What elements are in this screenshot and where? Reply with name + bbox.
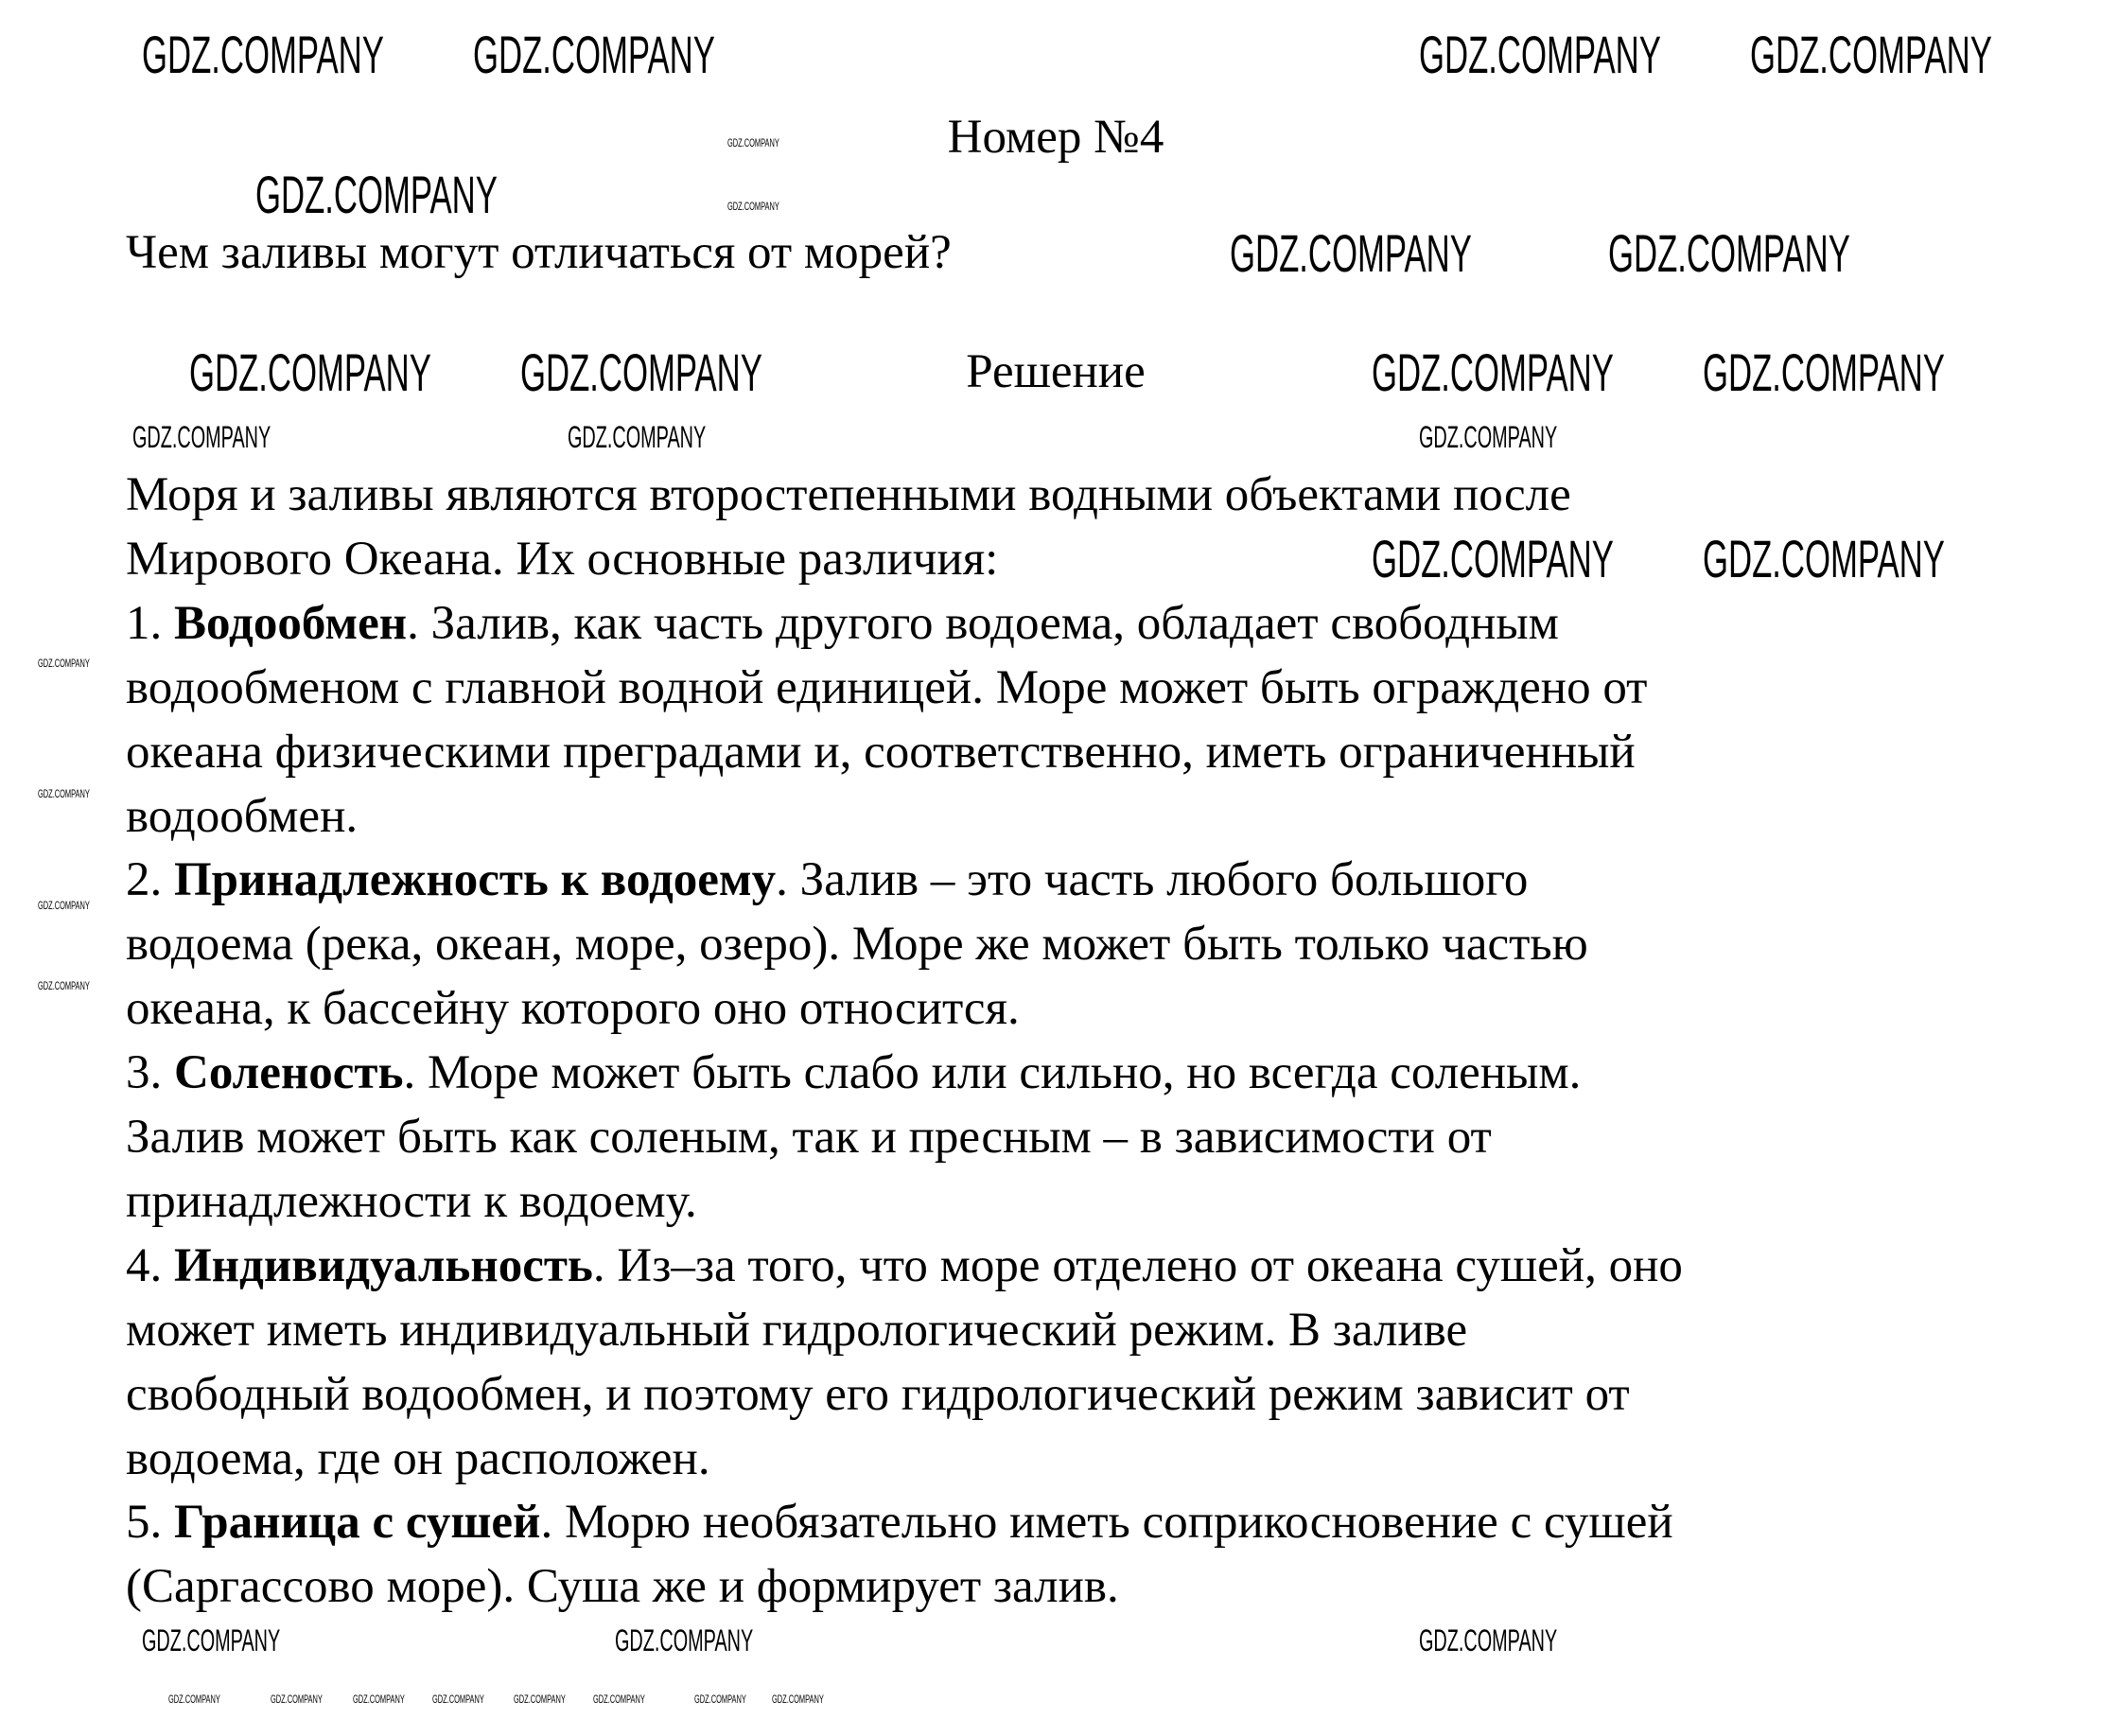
list-item-heading-line	[126, 851, 1528, 908]
solution-heading: Решение	[966, 345, 1146, 398]
line-text: Залив может быть как соленым, так и пресным – в зависимости от	[126, 1111, 1492, 1164]
watermark: GDZ.COMPANY	[1372, 529, 1614, 588]
item-title: Водообмен	[174, 596, 408, 650]
watermark: GDZ.COMPANY	[353, 1692, 405, 1706]
text-line	[126, 1366, 1630, 1423]
list-item-heading-line	[126, 1237, 1683, 1294]
line-text: Мирового Океана. Их основные различия:	[126, 532, 999, 586]
question: Чем заливы могут отличаться от морей?	[126, 226, 952, 279]
watermark: GDZ.COMPANY	[132, 420, 271, 454]
text-line	[126, 659, 1647, 716]
watermark: GDZ.COMPANY	[38, 979, 90, 992]
watermark: GDZ.COMPANY	[142, 25, 384, 84]
watermark: GDZ.COMPANY	[189, 342, 431, 402]
watermark: GDZ.COMPANY	[1703, 342, 1945, 402]
line-text: водообменом с главной водной единицей. Море может быть ограждено от	[126, 660, 1648, 714]
watermark: GDZ.COMPANY	[142, 1623, 281, 1657]
watermark: GDZ.COMPANY	[727, 136, 779, 149]
watermark: GDZ.COMPANY	[772, 1692, 824, 1706]
watermark: GDZ.COMPANY	[514, 1692, 566, 1706]
line-text: океана физическими преградами и, соответственно, иметь ограниченный	[126, 725, 1636, 779]
watermark: GDZ.COMPANY	[255, 165, 498, 224]
text-line	[126, 1173, 697, 1230]
line-text: Моря и заливы являются второстепенными водными объектами после	[126, 468, 1571, 521]
watermark: GDZ.COMPANY	[38, 899, 90, 912]
text-line	[126, 531, 998, 587]
watermark: GDZ.COMPANY	[520, 342, 762, 402]
line-text: . Море может быть слабо или сильно, но всегда соленым.	[403, 1046, 1582, 1100]
line-text: водоема (река, океан, море, озеро). Море же может быть только частью	[126, 918, 1588, 972]
item-number: 4.	[126, 1238, 174, 1292]
text-line	[126, 724, 1636, 780]
watermark: GDZ.COMPANY	[1419, 25, 1661, 84]
item-number: 2.	[126, 853, 174, 907]
watermark: GDZ.COMPANY	[38, 657, 90, 670]
item-title: Соленость	[174, 1046, 404, 1100]
watermark: GDZ.COMPANY	[168, 1692, 220, 1706]
text-line	[126, 1430, 710, 1487]
page-title: Номер №4	[947, 111, 1164, 164]
watermark: GDZ.COMPANY	[1419, 420, 1558, 454]
watermark: GDZ.COMPANY	[38, 787, 90, 800]
watermark: GDZ.COMPANY	[568, 420, 707, 454]
item-title: Индивидуальность	[174, 1238, 593, 1292]
watermark: GDZ.COMPANY	[473, 25, 715, 84]
watermark: GDZ.COMPANY	[1372, 342, 1614, 402]
text-line	[126, 466, 1571, 523]
watermark: GDZ.COMPANY	[727, 200, 779, 213]
line-text: свободный водообмен, и поэтому его гидрологический режим зависит от	[126, 1367, 1630, 1421]
text-line	[126, 916, 1588, 973]
watermark: GDZ.COMPANY	[593, 1692, 645, 1706]
watermark: GDZ.COMPANY	[1608, 223, 1850, 283]
text-line	[126, 788, 358, 845]
list-item-heading-line	[126, 1044, 1581, 1101]
watermark: GDZ.COMPANY	[1419, 1623, 1558, 1657]
line-text: . Залив, как часть другого водоема, обладает свободным	[407, 596, 1559, 650]
line-text: океана, к бассейну которого оно относится.	[126, 982, 1020, 1036]
item-title: Принадлежность к водоему	[174, 853, 777, 907]
item-title: Граница с сушей	[174, 1496, 541, 1550]
text-line	[126, 1109, 1492, 1166]
watermark: GDZ.COMPANY	[1230, 223, 1472, 283]
watermark: GDZ.COMPANY	[694, 1692, 746, 1706]
watermark: GDZ.COMPANY	[432, 1692, 484, 1706]
watermark: GDZ.COMPANY	[271, 1692, 323, 1706]
list-item-heading-line	[126, 1494, 1673, 1551]
line-text: принадлежности к водоему.	[126, 1174, 697, 1228]
item-number: 1.	[126, 596, 174, 650]
line-text: . Морю необязательно иметь соприкосновение с сушей	[540, 1496, 1673, 1550]
watermark: GDZ.COMPANY	[1750, 25, 1992, 84]
item-number: 5.	[126, 1496, 174, 1550]
text-line	[126, 1302, 1467, 1359]
line-text: (Саргассово море). Суша же и формирует залив.	[126, 1560, 1119, 1614]
line-text: . Из–за того, что море отделено от океана сушей, оно	[592, 1238, 1683, 1292]
list-item-heading-line	[126, 595, 1559, 652]
text-line	[126, 1558, 1119, 1615]
line-text: водообмен.	[126, 789, 359, 843]
item-number: 3.	[126, 1046, 174, 1100]
watermark: GDZ.COMPANY	[615, 1623, 754, 1657]
line-text: . Залив – это часть любого большого	[776, 853, 1529, 907]
line-text: водоема, где он расположен.	[126, 1431, 710, 1485]
line-text: может иметь индивидуальный гидрологический режим. В заливе	[126, 1303, 1468, 1357]
text-line	[126, 980, 1020, 1037]
watermark: GDZ.COMPANY	[1703, 529, 1945, 588]
